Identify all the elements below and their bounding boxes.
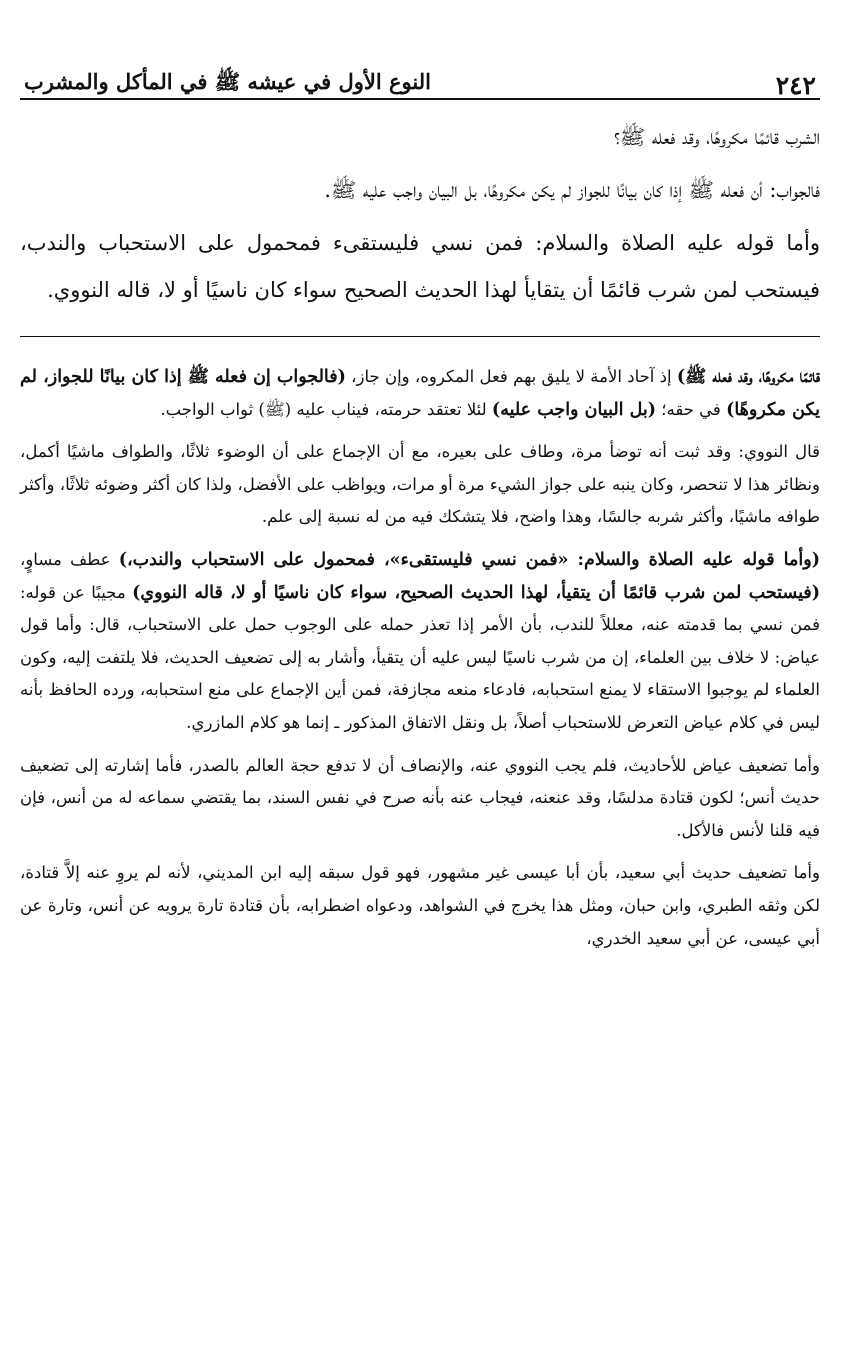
page-header — [20, 48, 820, 100]
commentary-text: إذ آحاد الأمة لا يليق بهم فعل المكروه، وإن جاز، — [345, 367, 677, 386]
quoted-text: (بل البيان واجب عليه) — [491, 399, 657, 420]
quoted-text: (فيستحب لمن شرب قائمًا أن يتقيأ، لهذا الحديث الصحيح، سواء كان ناسيًا أو لا، قاله النووي) — [132, 582, 820, 603]
commentary-text: عطف مساوٍ، — [20, 549, 119, 569]
quoted-text: قائمًا مكروهًا، وقد فعله ﷺ) — [676, 367, 820, 387]
commentary-text: لئلا تعتقد حرمته، فيناب عليه (ﷺ) ثواب الواجب. — [160, 399, 492, 419]
page-number: ٢٤٢ — [775, 71, 816, 100]
footnote-divider — [20, 336, 820, 337]
commentary — [20, 361, 820, 955]
commentary-paragraph: قال النووي: وقد ثبت أنه توضأ مرة، وطاف على بعيره، مع أن الإجماع على أن الوضوء ثلاثًا، والطواف ماشيًا أكمل، ونظائر هذا لا تنحصر، وكان ينبه على جواز الشيء مرة أو مرات، ويواظب على الأفضل، ولذا كان أكثر وضوئه ثلاثًا، وأكثر طوافه ماشيًا، وأكثر شربه جالسًا، وهذا واضح، فلا يتشكك فيه من له نسبة إلى علم. — [20, 442, 820, 527]
commentary-paragraph — [20, 544, 820, 740]
running-title: النوع الأول في عيشه ﷺ في المأكل والمشرب — [24, 68, 431, 94]
commentary-paragraph: وأما تضعيف عياض للأحاديث، فلم يجب النووي عنه، والإنصاف أن لا تدفع حجة العالم بالصدر، فأما إشارته إلى تضعيف حديث أنس؛ لكون قتادة مدلسًا، وقد عنعنه، فيجاب عنه بأنه صرح في نفس السند، بما يقتضي سماعه له من أنس، فإن فيه قلنا لأنس فالأكل. — [20, 755, 820, 840]
commentary-text: في حقه؛ — [656, 399, 727, 419]
commentary-paragraph: وأما تضعيف حديث أبي سعيد، بأن أبا عيسى غير مشهور، فهو قول سبقه إليه ابن المديني، لأنه لم يروِ عنه إلاَّ قتادة، لكن وثقه الطبري، وابن حبان، ومثل هذا يخرج في الشواهد، ودعواه اضطرابه، بأن قتادة تارة يرويه عن أنس، وتارة عن أبي عيسى، عن أبي سعيد الخدري، — [20, 863, 820, 948]
quoted-text: (وأما قوله عليه الصلاة والسلام: «فمن نسي فليستقىء»، فمحمول على الاستحباب والندب،) — [118, 549, 820, 570]
commentary-paragraph — [20, 361, 820, 426]
main-paragraph: وأما قوله عليه الصلاة والسلام: فمن نسي فليستقىء فمحمول على الاستحباب والندب، فيستحب لمن شرب قائمًا أن يتقايأ لهذا الحديث الصحيح سواء كان ناسيًا أو لا، قاله النووي. — [20, 231, 820, 302]
quoted-text: (فالجواب إن فعله ﷺ إذا كان بيانًا للجواز، لم يكن مكروهًا) — [20, 367, 820, 420]
main-paragraph: فالجواب: أن فعله ﷺ إذا كان بيانًا للجواز لم يكن مكروهًا، بل البيان واجب عليه ﷺ. — [324, 178, 820, 202]
main-text — [20, 114, 820, 314]
main-paragraph: الشرب قائمًا مكروهًا، وقد فعله ﷺ؟ — [614, 125, 820, 149]
commentary-text: مجيبًا عن قوله: فمن نسي بما قدمته عنه، معللاً للندب، بأن الأمر إذا تعذر حمله على الوجوب حمل على الاستحباب، قال: وأما قول عياض: لا خلاف بين العلماء، إن من شرب ناسيًا ليس عليه أن يتقيأ، وأشار به إلى تضعيف الحديث، فلا يلتفت إليه، وكون العلماء لم يوجبوا الاستقاء لا يمنع استحبابه، فادعاء منعه مجازفة، فمن أين الإجماع على منع استحبابه، ورده الحافظ بأنه ليس في كلام عياض التعرض للاستحباب أصلاً، بل ونقل الاتفاق المذكور ـ إنما هو كلام المازري. — [20, 582, 820, 732]
